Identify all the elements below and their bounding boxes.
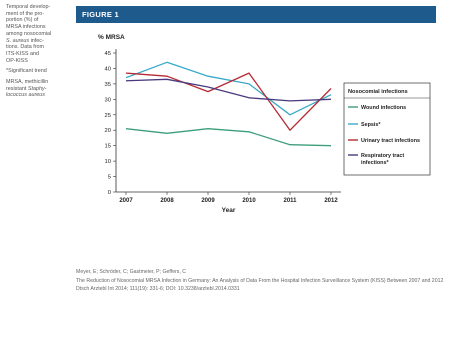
figure-label: FIGURE 1 [82, 10, 119, 19]
caption-line-italic: S. aureus [6, 37, 30, 44]
y-tick-label: 45 [104, 51, 111, 57]
line-chart [76, 23, 436, 220]
caption-line: among nosocomial [6, 30, 52, 37]
chart-axes [98, 34, 341, 214]
caption-abbreviation-italic: lococcus aureus [6, 92, 45, 99]
x-tick-label: 2008 [160, 198, 174, 204]
caption-abbreviation-italic: Staphy- [27, 85, 47, 92]
y-tick-label: 5 [107, 174, 111, 181]
caption-abbreviation: resistant [6, 85, 28, 92]
y-tick-label: 30 [104, 97, 111, 104]
figure-header-bar [76, 6, 436, 23]
y-tick-label: 0 [107, 190, 111, 196]
series-line [126, 129, 331, 146]
caption-abbreviation: MRSA, methicillin [6, 79, 49, 86]
chart-legend [344, 83, 430, 175]
caption-line: MRSA infections [6, 24, 46, 31]
legend-title: Nosocomial infections [348, 89, 408, 95]
legend-label: infections* [361, 160, 389, 166]
y-tick-label: 40 [104, 66, 111, 73]
y-tick-label: 15 [104, 143, 111, 150]
figure-panel [76, 6, 436, 220]
caption-line: portion (%) of [6, 17, 39, 24]
citation-authors: Meyer, E; Schröder, C; Gastmeier, P; Geffers, C [76, 269, 187, 275]
legend-label: Sepsis* [361, 122, 381, 128]
figure-caption [6, 4, 69, 103]
x-axis-label: Year [221, 207, 236, 214]
x-tick-label: 2007 [119, 198, 133, 204]
x-tick-label: 2012 [324, 198, 338, 204]
y-axis-label: % MRSA [98, 34, 125, 41]
legend-label: Respiratory tract [361, 153, 405, 159]
caption-line: ITS-KISS and [6, 50, 39, 57]
caption-line: Temporal develop- [6, 4, 51, 10]
series-line [126, 62, 331, 115]
x-tick-label: 2009 [201, 198, 215, 204]
caption-line: infec- [29, 37, 44, 44]
x-tick-label: 2011 [283, 198, 297, 204]
y-tick-label: 25 [104, 112, 111, 119]
citation-title: The Reduction of Nosocomial MRSA Infection in Germany: An Analysis of Data From the Hospital Infection Surveillance System (KISS) Between 2007 and 2012 [76, 277, 444, 284]
y-tick-label: 35 [104, 81, 111, 88]
x-tick-label: 2010 [242, 198, 256, 204]
y-tick-label: 10 [104, 159, 111, 166]
y-tick-label: 20 [104, 128, 111, 135]
caption-significance-note: *Significant trend [6, 68, 47, 75]
chart-series-lines [126, 62, 331, 145]
series-line [126, 73, 331, 130]
legend-label: Wound infections [361, 105, 407, 111]
caption-line: tions. Data from [6, 44, 45, 51]
caption-line: ment of the pro- [6, 10, 45, 17]
caption-line: OP-KISS [6, 57, 28, 64]
citation-journal: Dtsch Arztebl Int 2014; 111(19): 331-6; DOI: 10.3238/arztebl.2014.0331 [76, 286, 240, 293]
legend-label: Urinary tract infections [361, 138, 421, 144]
citation-block [76, 268, 446, 294]
